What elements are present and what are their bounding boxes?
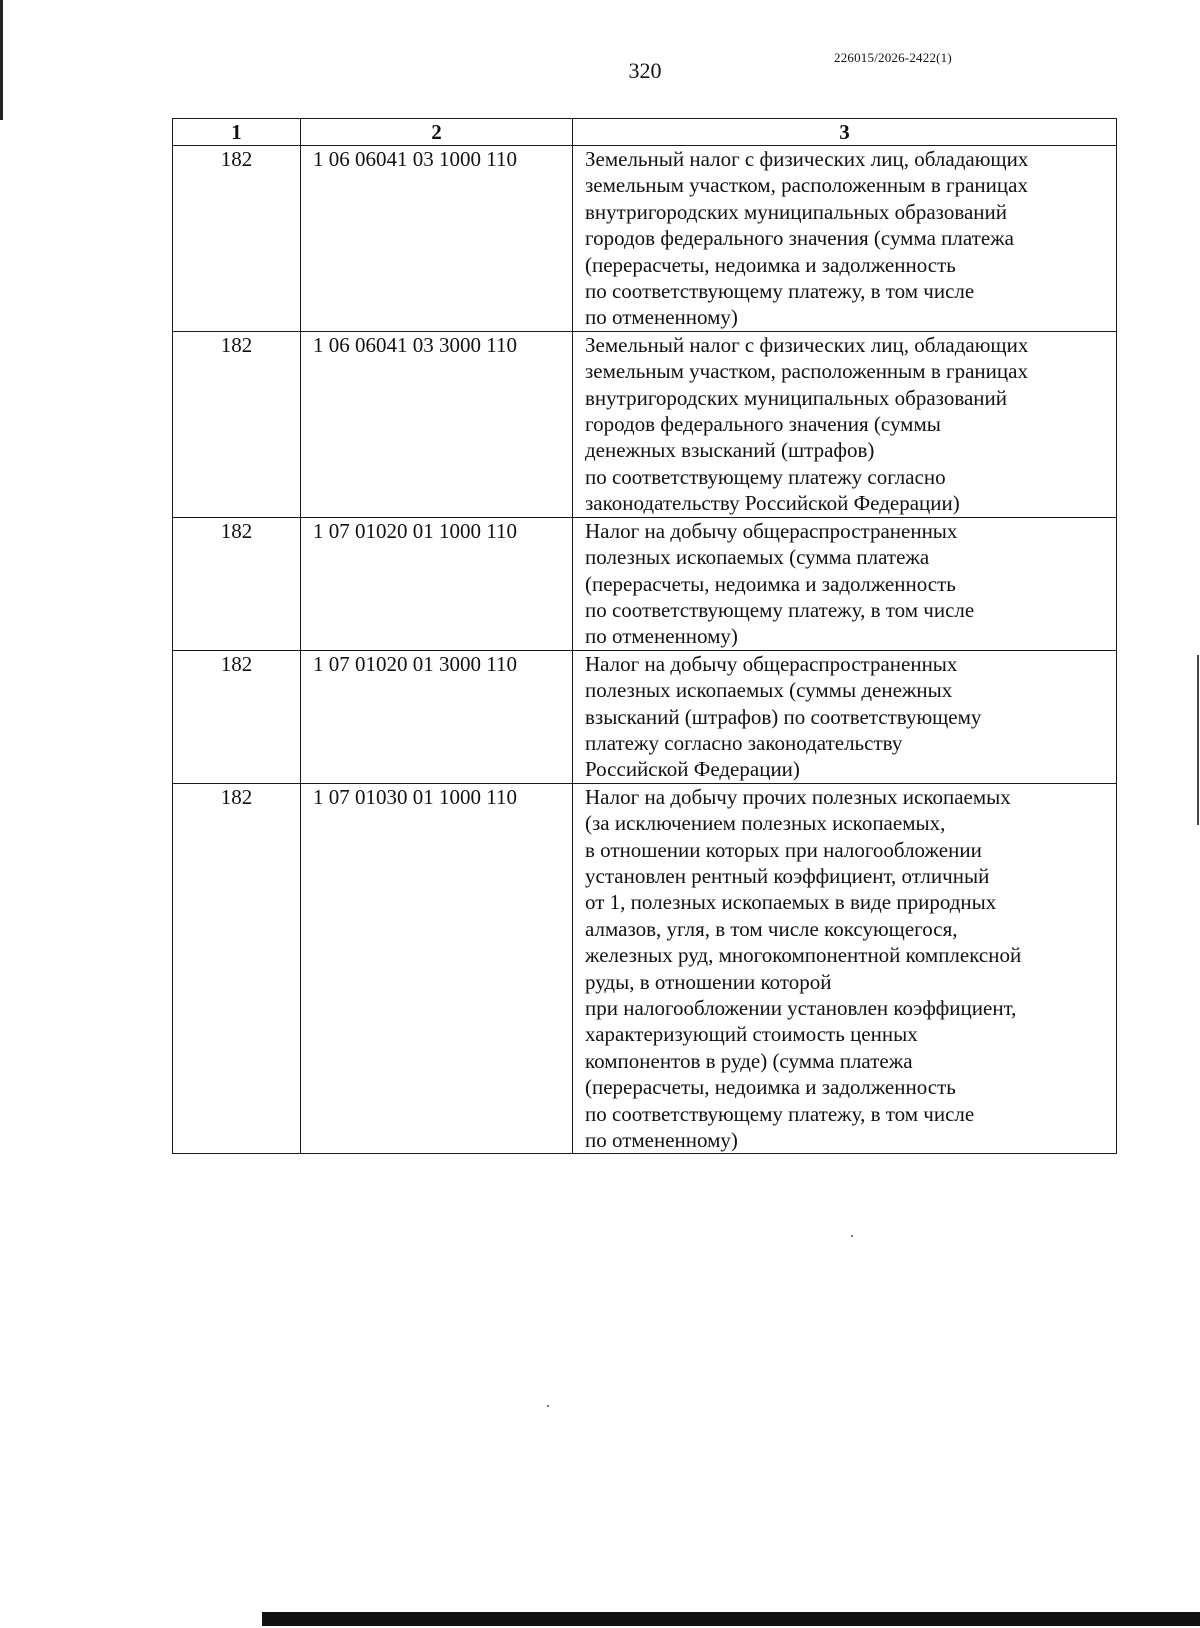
description-line: взысканий (штрафов) по соответствующему [585, 704, 982, 729]
description-line: (за исключением полезных ископаемых, [585, 811, 946, 836]
description-line: Налог на добычу общераспространенных [585, 518, 958, 543]
admin-code-cell: 182 [173, 331, 301, 517]
description-line: по отмененному) [585, 624, 738, 649]
description-line: полезных ископаемых (сумма платежа [585, 545, 930, 570]
description-line: по соответствующему платежу, в том числе [585, 597, 975, 622]
description-line: компонентов в руде) (сумма платежа [585, 1048, 913, 1073]
table-row [173, 517, 1117, 650]
budget-code-cell: 1 06 06041 03 3000 110 [301, 331, 573, 517]
admin-code-cell: 182 [173, 146, 301, 332]
description-line: установлен рентный коэффициент, отличный [585, 863, 990, 888]
table-row [173, 331, 1117, 517]
description-line: характеризующий стоимость ценных [585, 1022, 918, 1047]
description-line: городов федерального значения (сумма платежа [585, 226, 1015, 251]
description-line: по соответствующему платежу согласно [585, 464, 946, 489]
description-line: Налог на добычу общераспространенных [585, 651, 958, 676]
description-line: в отношении которых при налогообложении [585, 837, 982, 862]
description-line: Земельный налог с физических лиц, обладающих [585, 332, 1029, 357]
description-line: законодательству Российской Федерации) [585, 491, 960, 516]
table-row [173, 146, 1117, 332]
description-cell [573, 650, 1117, 783]
table-row [173, 650, 1117, 783]
admin-code-cell: 182 [173, 517, 301, 650]
admin-code-cell: 182 [173, 650, 301, 783]
description-line: городов федерального значения (суммы [585, 412, 941, 437]
description-line: железных руд, многокомпонентной комплексной [585, 943, 1022, 968]
admin-code-cell: 182 [173, 783, 301, 1154]
description-cell [573, 146, 1117, 332]
description-line: (перерасчеты, недоимка и задолженность [585, 571, 956, 596]
column-header-3: 3 [573, 119, 1117, 146]
description-line: земельным участком, расположенным в границах [585, 173, 1028, 198]
description-line: по отмененному) [585, 305, 738, 330]
description-line: по соответствующему платежу, в том числе [585, 1101, 975, 1126]
scan-bottom-bar [262, 1612, 1200, 1626]
column-header-2: 2 [301, 119, 573, 146]
description-line: по отмененному) [585, 1128, 738, 1153]
document-code: 226015/2026-2422(1) [834, 50, 952, 65]
scan-speck [851, 1235, 853, 1237]
description-cell [573, 517, 1117, 650]
budget-classification-table [172, 118, 1117, 1154]
description-line: алмазов, угля, в том числе коксующегося, [585, 916, 958, 941]
description-line: денежных взысканий (штрафов) [585, 438, 875, 463]
description-line: внутригородских муниципальных образований [585, 385, 1007, 410]
page-number: 320 [628, 58, 662, 83]
scan-speck [547, 1405, 549, 1407]
description-line: внутригородских муниципальных образований [585, 199, 1007, 224]
column-header-1: 1 [173, 119, 301, 146]
table-header-row [173, 119, 1117, 146]
description-line: полезных ископаемых (суммы денежных [585, 678, 953, 703]
description-line: Земельный налог с физических лиц, обладающих [585, 147, 1029, 171]
description-line: при налогообложении установлен коэффициент, [585, 996, 1017, 1020]
description-line: по соответствующему платежу, в том числе [585, 279, 975, 304]
description-cell [573, 783, 1117, 1154]
description-line: земельным участком, расположенным в границах [585, 359, 1028, 384]
description-line: руды, в отношении которой [585, 969, 832, 994]
budget-code-cell: 1 06 06041 03 1000 110 [301, 146, 573, 332]
budget-code-cell: 1 07 01020 01 1000 110 [301, 517, 573, 650]
description-line: Налог на добычу прочих полезных ископаемых [585, 784, 1011, 809]
scan-margin-mark [1197, 655, 1199, 825]
description-line: Российской Федерации) [585, 757, 800, 782]
description-line: (перерасчеты, недоимка и задолженность [585, 252, 956, 277]
budget-code-cell: 1 07 01020 01 3000 110 [301, 650, 573, 783]
description-line: платежу согласно законодательству [585, 730, 903, 755]
description-line: (перерасчеты, недоимка и задолженность [585, 1075, 956, 1100]
budget-code-cell: 1 07 01030 01 1000 110 [301, 783, 573, 1154]
description-line: от 1, полезных ископаемых в виде природных [585, 890, 997, 915]
description-cell [573, 331, 1117, 517]
table-row [173, 783, 1117, 1154]
